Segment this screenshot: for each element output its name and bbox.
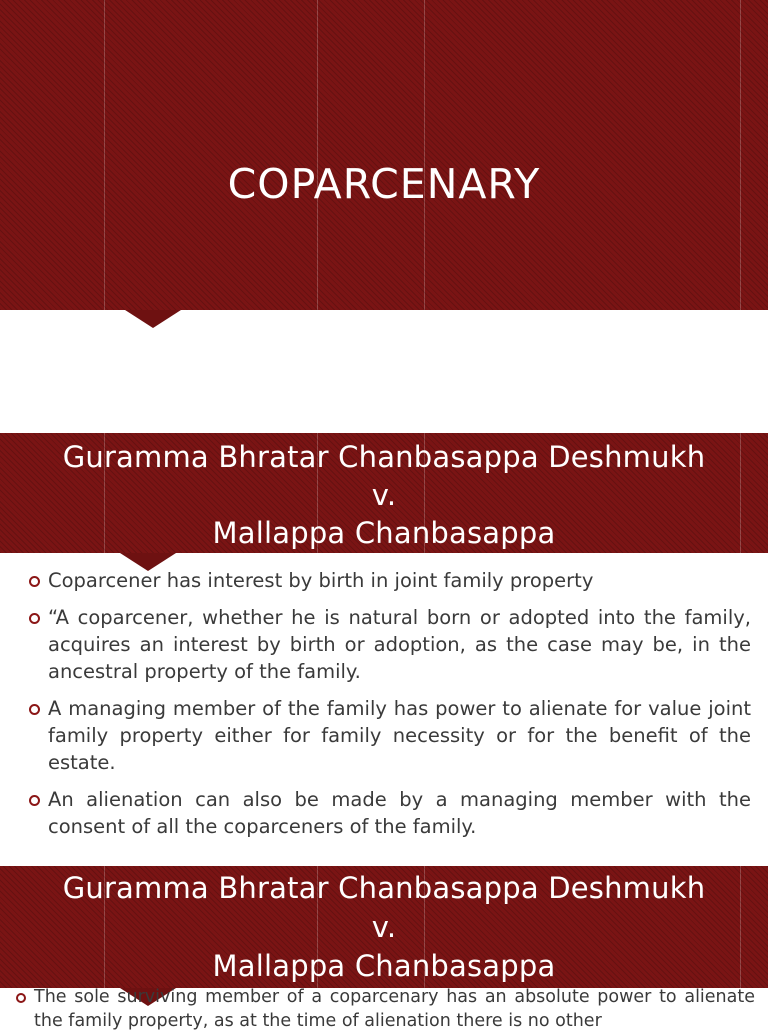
list-item <box>48 695 751 776</box>
bullet-list <box>48 567 751 850</box>
case-title-line-2: v. <box>371 478 397 512</box>
case-title-banner <box>0 866 768 988</box>
case-title <box>0 869 768 986</box>
hollow-circle-bullet-icon <box>16 993 26 1003</box>
title-slide-banner <box>0 0 768 310</box>
case-title-line-1: Guramma Bhratar Chanbasappa Deshmukh <box>62 440 706 474</box>
hollow-circle-bullet-icon <box>29 613 40 624</box>
list-item-text: An alienation can also be made by a managing member with the consent of all the coparceners of the family. <box>48 788 751 838</box>
case-title-line-3: Mallappa Chanbasappa <box>212 516 556 550</box>
bullet-list <box>34 985 755 1033</box>
hollow-circle-bullet-icon <box>29 704 40 715</box>
list-item <box>48 567 751 594</box>
list-item <box>48 786 751 840</box>
list-item-text: Coparcener has interest by birth in joint family property <box>48 569 594 592</box>
list-item <box>48 604 751 685</box>
hollow-circle-bullet-icon <box>29 795 40 806</box>
case-title <box>0 438 768 552</box>
case-title-line-2: v. <box>371 910 397 944</box>
list-item-text: A managing member of the family has power to alienate for value joint family property either for family necessity or for the benefit of the estate. <box>48 697 751 774</box>
case-title-line-1: Guramma Bhratar Chanbasappa Deshmukh <box>62 871 706 905</box>
hollow-circle-bullet-icon <box>29 576 40 587</box>
list-item <box>34 985 755 1033</box>
list-item-text: The sole surviving member of a coparcenary has an absolute power to alienate the family property, as at the time of alienation there is no other <box>34 987 755 1031</box>
slide-title: COPARCENARY <box>227 160 541 208</box>
banner-notch <box>125 310 181 328</box>
case-title-banner <box>0 433 768 553</box>
case-title-line-3: Mallappa Chanbasappa <box>212 949 556 983</box>
list-item-text: “A coparcener, whether he is natural born or adopted into the family, acquires an interest by birth or adoption, as the case may be, in the ancestral property of the family. <box>48 606 751 683</box>
